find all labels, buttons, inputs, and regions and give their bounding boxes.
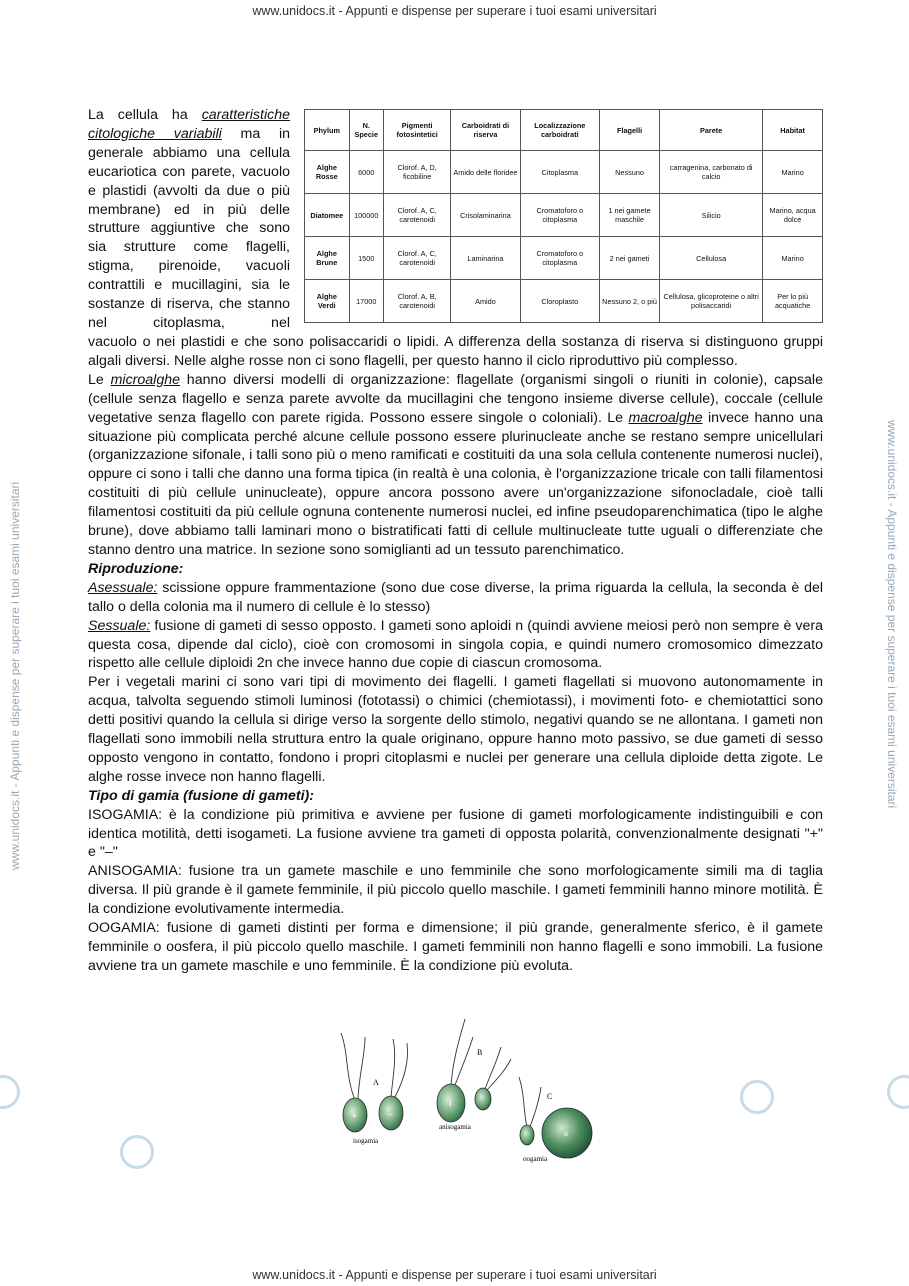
paragraph-asessuale: Asessuale: scissione oppure frammentazione (sono due cose diverse, la prima riguarda la cellula, la seconda è del tallo o della colonia ma il numero di cellule è lo stesso) [88, 579, 823, 615]
label-o: o [564, 1129, 568, 1138]
table-cell: Crisolaminarina [451, 194, 520, 237]
page-header: www.unidocs.it - Appunti e dispense per superare i tuoi esami universitari [252, 4, 657, 18]
table-cell: Marino, acqua dolce [763, 194, 823, 237]
label-sessuale: Sessuale: [88, 617, 151, 634]
table-cell: Citoplasma [520, 151, 600, 194]
table-cell: Per lo più acquatiche [763, 280, 823, 323]
table-cell: Clorof. A, D, ficobiline [383, 151, 450, 194]
male-anisogamete [475, 1088, 491, 1110]
table-cell: 6000 [349, 151, 383, 194]
table-cell: 1 nei gamete maschile [600, 194, 660, 237]
table-cell: Marino [763, 237, 823, 280]
table-cell: Silicio [660, 194, 763, 237]
table-cell: 17000 [349, 280, 383, 323]
table-header-cell: Flagelli [600, 110, 660, 151]
side-watermark-right: www.unidocs.it - Appunti e dispense per superare i tuoi esami universitari [885, 420, 899, 809]
term-macroalghe: macroalghe [628, 409, 703, 426]
table-cell: Clorof. A, C, carotenoidi [383, 194, 450, 237]
paragraph-isogamia: ISOGAMIA: è la condizione più primitiva e avviene per fusione di gameti morfologicamente indistinguibili e con identica motilità, detti isogameti. La fusione avviene tra gameti di opposta polarità, convenzionalmente designati "+" e "–" [88, 806, 823, 861]
table-cell: Alghe Rosse [305, 151, 350, 194]
table-cell: Clorof. A, B, carotenoidi [383, 280, 450, 323]
male-oogamete [520, 1125, 534, 1145]
table-header-cell: N. Specie [349, 110, 383, 151]
heading-riproduzione: Riproduzione: [88, 560, 184, 577]
page-footer: www.unidocs.it - Appunti e dispense per superare i tuoi esami universitari [252, 1268, 657, 1282]
isogamy-illustration [341, 1033, 408, 1145]
watermark-logo-icon [740, 1080, 774, 1114]
table-cell: Clorof. A, C, carotenoidi [383, 237, 450, 280]
paragraph-riserva: vacuolo o nei plastidi e che sono polisaccaridi o lipidi. A differenza della sostanza di riserva si distinguono gruppi algali diversi. Nelle alghe rosse non ci sono flagelli, per questo hanno il ciclo riproduttivo più complesso. [88, 334, 823, 369]
table-cell: 2 nei gameti [600, 237, 660, 280]
intro-highlight: caratteristiche citologiche variabili [88, 107, 290, 142]
label-f: f [449, 1099, 452, 1108]
intro-section [88, 106, 823, 333]
document-body [88, 106, 823, 976]
gamia-figure [335, 1015, 595, 1165]
table-row [305, 237, 823, 280]
table-row [305, 280, 823, 323]
oogamy-illustration [519, 1077, 592, 1163]
table-cell: Alghe Brune [305, 237, 350, 280]
table-cell: Nessuno 2, o più [600, 280, 660, 323]
table-row [305, 151, 823, 194]
phylum-table [304, 109, 823, 323]
side-watermark-left: www.unidocs.it - Appunti e dispense per superare i tuoi esami universitari [8, 481, 22, 870]
table-cell: Cromatoforo o citoplasma [520, 194, 600, 237]
caption-anisogamia: anisogamia [439, 1123, 471, 1131]
label-a: A [373, 1078, 379, 1087]
table-cell: Diatomee [305, 194, 350, 237]
paragraph-oogamia: OOGAMIA: fusione di gameti distinti per forma e dimensione; il più grande, generalmente sferico, è il gamete femminile o oosfera, il più piccolo quello maschile. I gameti femminili non hanno flagelli e sono immobili. La fusione avviene tra un gamete maschile e uno femminile. È la condizione più evoluta. [88, 920, 823, 974]
intro-text: La cellula ha caratteristiche citologiche variabili ma in generale abbiamo una cellula eucariotica con parete, vacuolo e plastidi (avvolti da due o più membrane) ed in più delle strutture aggiuntive che sono sia strutture come flagelli, stigma, pirenoide, vacuoli contrattili e mucillagini, sia le sostanze di riserva, che stanno nel citoplasma, nel [88, 107, 290, 331]
heading-gamia: Tipo di gamia (fusione di gameti): [88, 787, 314, 804]
table-cell: Cellulosa [660, 237, 763, 280]
table-row [305, 194, 823, 237]
label-plus: + [352, 1111, 358, 1121]
anisogamy-illustration [437, 1019, 511, 1131]
table-cell: Amido [451, 280, 520, 323]
table-header-cell: Phylum [305, 110, 350, 151]
table-cell: Laminarina [451, 237, 520, 280]
label-c: C [547, 1092, 553, 1101]
table-header-row [305, 110, 823, 151]
table-cell: Amido delle floridee [451, 151, 520, 194]
paragraph-flagelli: Per i vegetali marini ci sono vari tipi di movimento dei flagelli. I gameti flagellati si muovono autonomamente in acqua, talvolta seguendo stimoli luminosi (fototassi) o chimici (chemiotassi), i movimenti foto- e chemiotattici sono detti positivi quando la cellula si dirige verso la sorgente dello stimolo, negativi quando se ne allontana. I gameti non flagellati sono immobili nella struttura entro la quale originano, oppure hanno moto passivo, se due gameti di sesso opposto vengono in contatto, fondono i propri citoplasmi e nuclei per generare una cellula diploide detta zigote. Le alghe rosse invece non hanno flagelli. [88, 674, 823, 785]
table-cell: Alghe Verdi [305, 280, 350, 323]
table-header-cell: Habitat [763, 110, 823, 151]
table-header-cell: Parete [660, 110, 763, 151]
table-cell: 1500 [349, 237, 383, 280]
table-header-cell: Carboidrati di riserva [451, 110, 520, 151]
watermark-logo-icon [120, 1135, 154, 1169]
table-cell: Cromatoforo o citoplasma [520, 237, 600, 280]
term-microalghe: microalghe [110, 371, 180, 388]
table-cell: Marino [763, 151, 823, 194]
caption-oogamia: oogamia [523, 1155, 548, 1163]
table-cell: carragenina, carbonato di calcio [660, 151, 763, 194]
table-header-cell: Localizzazione carboidrati [520, 110, 600, 151]
watermark-logo-icon [0, 1075, 20, 1109]
paragraph-organizzazione: Le microalghe hanno diversi modelli di organizzazione: flagellate (organismi singoli o riuniti in colonie), capsale (cellule senza flagello e senza parete avvolte da mucillagini che tengono insieme diverse cellule), coccale (cellule vegetative senza flagello con parete rigida. Possono essere singole o coloniali). Le macroalghe invece hanno una situazione più complicata perché alcune cellule possono essere plurinucleate anche se restano sempre unicellulari (organizzazione sifonale, i talli sono più o meno ramificati e costituiti da una sola cellula contenente numerosi nuclei), oppure ci sono i talli che danno una forma tipica (in realtà è una colonia, è l'organizzazione tricale con talli filamentosi costituiti di più cellule uninucleate), oppure ancora possono avere un'organizzazione sifonocladale, cioè talli filamentosi costituiti da più cellule ognuna contenente numerosi nuclei, ed infine pseudoparenchimatica (tipo le alghe brune), dove abbiamo talli laminari mono o bistratificati fatti di cellule multinucleate tutte uguali o differenziate che stanno dentro una matrice. In sezione sono somiglianti ad un tessuto parenchimatico. [88, 371, 823, 558]
table-cell: Cloroplasto [520, 280, 600, 323]
label-b: B [477, 1048, 483, 1057]
watermark-logo-icon [887, 1075, 909, 1109]
paragraph-anisogamia: ANISOGAMIA: fusione tra un gamete maschile e uno femminile che sono morfologicamente simili ma di taglia diversa. Il più grande è il gamete femminile, il più piccolo quello maschile. I gameti femminili hanno minore motilità. È la condizione evolutivamente intermedia. [88, 863, 823, 918]
table-cell: 100000 [349, 194, 383, 237]
table-header-cell: Pigmenti fotosintetici [383, 110, 450, 151]
caption-isogamia: isogamia [353, 1137, 379, 1145]
label-asessuale: Asessuale: [88, 579, 158, 596]
table-cell: Cellulosa, glicoproteine o altri polisaccaridi [660, 280, 763, 323]
paragraph-sessuale: Sessuale: fusione di gameti di sesso opposto. I gameti sono aploidi n (quindi avviene meiosi però non sempre è vera questa cosa, dipende dal ciclo), cioè con cromosomi in singola copia, e quindi numero cromosomico dimezzato rispetto alle cellule diploidi 2n che invece hanno due copie di ciascun cromosoma. [88, 617, 823, 672]
label-minus: – [388, 1109, 394, 1119]
table-cell: Nessuno [600, 151, 660, 194]
